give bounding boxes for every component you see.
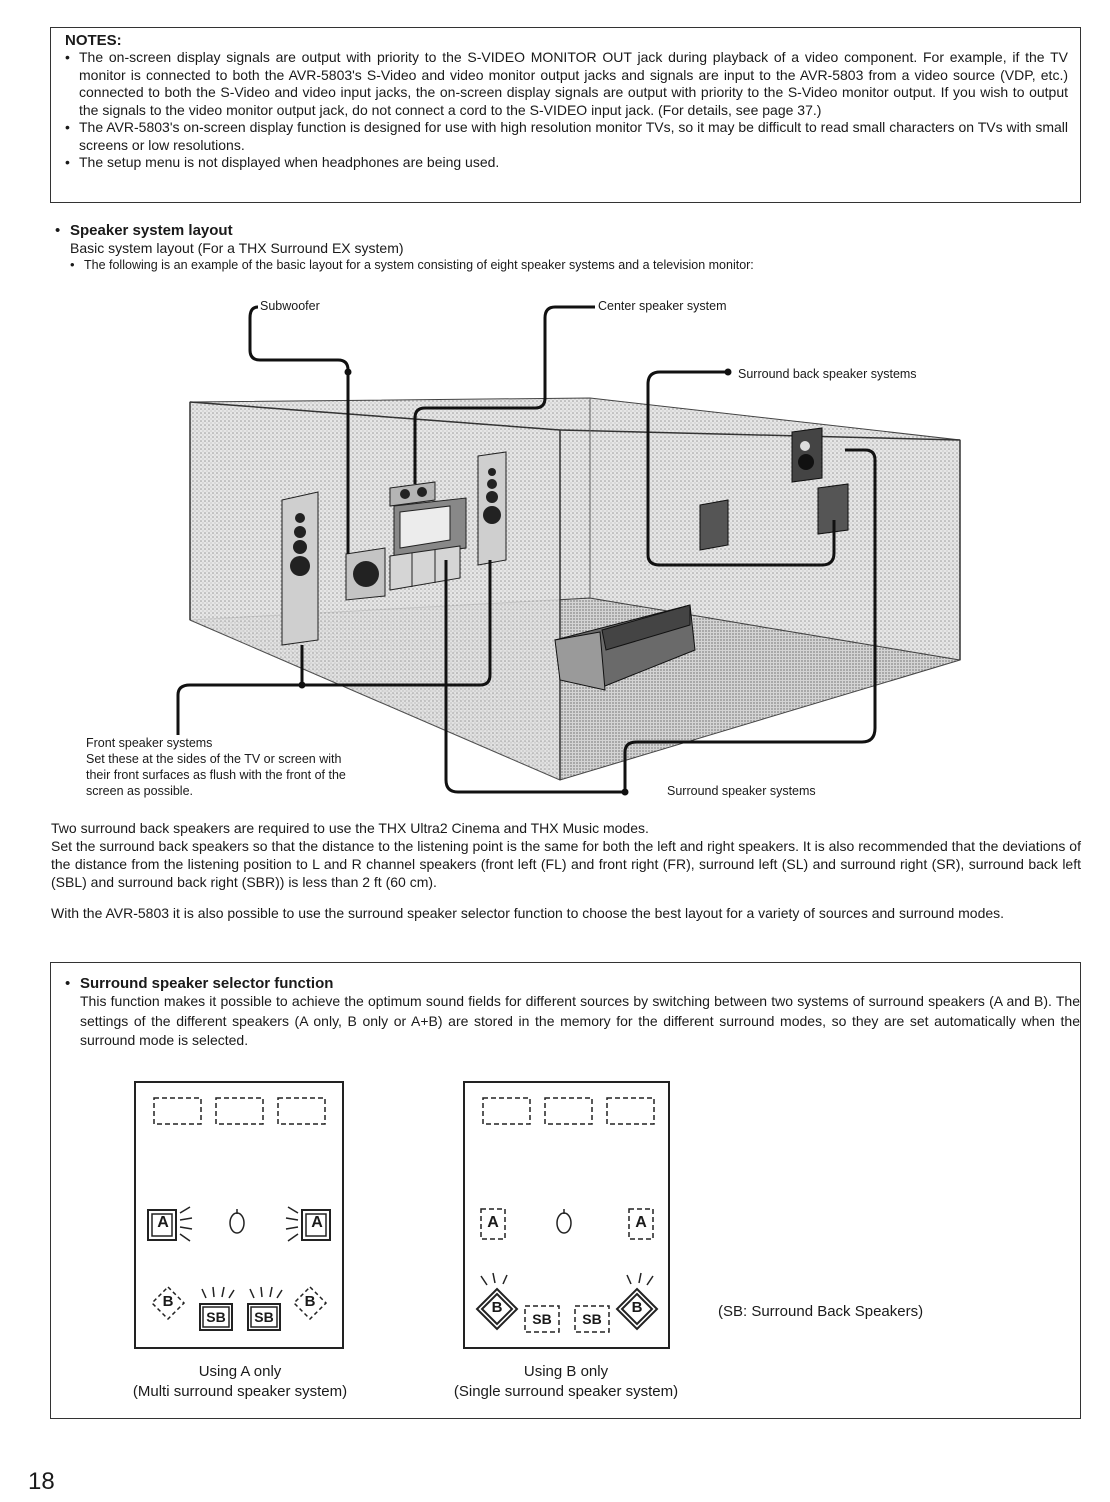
body-paragraph: With the AVR-5803 it is also possible to use the surround speaker selector function to choose the best layout for a variety of sources and surround modes. <box>51 905 1005 921</box>
speaker-sb-right-label: SB <box>254 1309 274 1325</box>
notes-box <box>50 27 1081 203</box>
notes-title: NOTES: <box>65 32 122 49</box>
front-left-speaker <box>282 492 318 645</box>
label-center: Center speaker system <box>598 299 727 313</box>
label-front-note: screen as possible. <box>86 784 194 798</box>
body-text <box>51 819 1081 922</box>
notes-item: • The setup menu is not displayed when headphones are being used. <box>65 154 1068 172</box>
layout-subheading: Basic system layout (For a THX Surround EX system) <box>70 240 404 256</box>
speaker-b-left-label: B <box>162 1293 174 1310</box>
subwoofer-speaker <box>346 548 385 600</box>
diagram-b-caption-line: (Single surround speaker system) <box>453 1383 679 1400</box>
selector-text: This function makes it possible to achieve the optimum sound fields for different sources by switching between two systems of surround speakers (A and B). The settings of the different speakers (A only, B only or A+B) are stored in the memory for the different surround modes, so they are set automatically when the surround mode is selected. <box>80 993 1080 1048</box>
diagram-a-caption-line: Using A only <box>198 1363 282 1380</box>
speaker-a-left-label: A <box>487 1214 499 1231</box>
layout-bullet: The following is an example of the basic layout for a system consisting of eight speaker systems and a television monitor: <box>84 258 754 272</box>
label-front-note: their front surfaces as flush with the front of the <box>86 768 346 782</box>
speaker-sb-left-label: SB <box>532 1311 552 1327</box>
label-front-title: Front speaker systems <box>86 736 213 750</box>
label-front-block <box>86 735 416 799</box>
label-subwoofer: Subwoofer <box>260 299 320 313</box>
label-front-note: Set these at the sides of the TV or screen with <box>86 752 342 766</box>
diagram-b-caption <box>416 1362 716 1402</box>
speaker-a-right-label: A <box>635 1214 647 1231</box>
room-diagram <box>0 280 1110 810</box>
bullet-icon: • <box>65 975 71 992</box>
notes-list <box>65 49 1068 172</box>
speaker-a-right-label: A <box>311 1214 323 1231</box>
speaker-sb-right-label: SB <box>582 1311 602 1327</box>
label-surround: Surround speaker systems <box>667 784 816 798</box>
bullet-icon: • <box>70 257 75 272</box>
speaker-a-left-label: A <box>157 1214 169 1231</box>
sb-legend: (SB: Surround Back Speakers) <box>718 1303 924 1320</box>
layout-heading: Speaker system layout <box>70 222 233 239</box>
speaker-b-right-label: B <box>631 1299 643 1316</box>
page-number: 18 <box>28 1468 55 1495</box>
diagram-b-only <box>463 1081 670 1349</box>
body-paragraph: Set the surround back speakers so that the distance to the listening point is the same for both the left and right speakers. It is also recommended that the deviations of the distance from the listening position to L and R channel speakers (front left (FL) and front right (FR), surround left (SL) and surround right (SR), surround back left (SBL) and surround back right (SBR)) is less than 2 ft (60 cm). <box>51 838 1081 890</box>
label-surround-back: Surround back speaker systems <box>738 367 917 381</box>
body-paragraph: Two surround back speakers are required to use the THX Ultra2 Cinema and THX Music modes. <box>51 820 649 836</box>
front-right-speaker <box>478 452 506 565</box>
diagram-a-caption-line: (Multi surround speaker system) <box>132 1383 348 1400</box>
notes-item: • The AVR-5803's on-screen display function is designed for use with high resolution monitor TVs, so it may be difficult to read small characters on TVs with small screens or low resolutions. <box>65 119 1068 154</box>
diagram-a-caption <box>90 1362 390 1402</box>
diagram-a-only <box>134 1081 344 1349</box>
speaker-sb-left-label: SB <box>206 1309 226 1325</box>
selector-heading: Surround speaker selector function <box>80 975 334 992</box>
speaker-b-left-label: B <box>491 1299 503 1316</box>
speaker-b-right-label: B <box>304 1293 316 1310</box>
bullet-icon: • <box>55 222 61 239</box>
diagram-b-caption-line: Using B only <box>523 1363 609 1380</box>
notes-item: • The on-screen display signals are output with priority to the S-VIDEO MONITOR OUT jack during playback of a video component. For example, if the TV monitor is connected to both the AVR-5803's S-Video and video monitor output jacks and signals are input to the AVR-5803 from a video source (VDP, etc.) connected to both the S-Video and video input jacks, the on-screen display signals are output with priority to the S-Video monitor output. If you wish to output the signals to the video monitor output jack, do not connect a cord to the S-VIDEO input jack. (For details, see page 37.) <box>65 49 1068 119</box>
layout-section <box>55 222 1085 274</box>
